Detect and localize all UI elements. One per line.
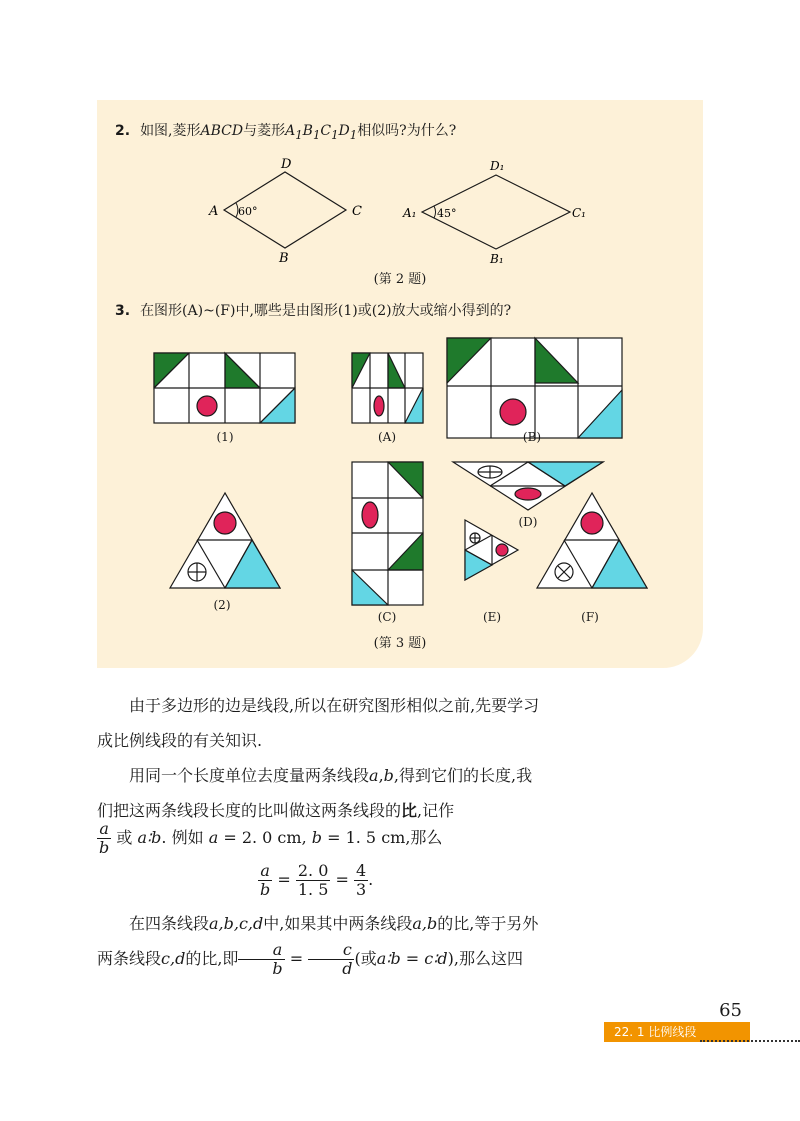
figure-1 bbox=[154, 353, 295, 423]
label-b1: B₁ bbox=[490, 252, 504, 266]
paragraph-4: 在四条线段a,b,c,d中,如果其中两条线段a,b的比,等于另外两条线段c,d的比,即 $\frac{a}{b}$ = $\frac{c}{d}$ (或a∶b = c∶d),那么这四 bbox=[97, 914, 539, 978]
label-figure-1: (1) bbox=[216, 430, 234, 444]
label-figure-e: (E) bbox=[482, 610, 502, 624]
red-circle bbox=[500, 399, 526, 425]
label-c: C bbox=[352, 204, 362, 219]
question-2-text: 2. 如图,菱形ABCD与菱形$A_1B_1C_1D_1$相似吗?为什么? bbox=[115, 123, 457, 142]
label-d1: D₁ bbox=[490, 159, 505, 173]
red-circle bbox=[496, 544, 508, 556]
question-2-caption: (第 2 题) bbox=[373, 272, 427, 287]
red-ellipse bbox=[362, 502, 378, 528]
angle-arc-a1 bbox=[434, 206, 435, 218]
label-figure-b: (B) bbox=[522, 430, 542, 444]
figure-2 bbox=[170, 493, 280, 588]
label-a: A bbox=[209, 204, 219, 219]
label-figure-c: (C) bbox=[377, 610, 397, 624]
rhombus-abcd-figure bbox=[200, 155, 586, 266]
paragraph-1: 由于多边形的边是线段,所以在研究图形相似之前,先要学习成比例线段的有关知识. bbox=[97, 696, 540, 750]
red-circle bbox=[581, 512, 603, 534]
ratio-equation: $\frac{a}{b}$ = $\frac{2. 0}{1. 5}$ = $\frac{4}{3}$ . bbox=[260, 861, 374, 899]
label-b: B bbox=[279, 251, 289, 266]
label-figure-d: (D) bbox=[518, 515, 538, 529]
question-3-caption: (第 3 题) bbox=[373, 636, 427, 651]
shapes-figure bbox=[140, 330, 620, 615]
figure-a bbox=[352, 353, 423, 423]
label-figure-f: (F) bbox=[581, 610, 599, 624]
figure-c bbox=[352, 462, 423, 605]
page-number: 65 bbox=[719, 1000, 742, 1021]
figure-e bbox=[465, 520, 518, 580]
label-d: D bbox=[281, 157, 292, 172]
red-ellipse bbox=[515, 488, 541, 500]
red-ellipse bbox=[374, 396, 384, 416]
section-label: 22. 1 比例线段 bbox=[604, 1022, 750, 1042]
paragraph-3: $\frac{a}{b}$ 或 a∶b. 例如 a = 2. 0 cm, b = 1. 5 cm,那么 bbox=[99, 819, 443, 857]
label-figure-a: (A) bbox=[377, 430, 397, 444]
red-circle bbox=[197, 396, 217, 416]
label-a1: A₁ bbox=[403, 206, 417, 220]
angle-60: 60° bbox=[238, 205, 258, 218]
red-circle bbox=[214, 512, 236, 534]
footer-dotted-line bbox=[700, 1040, 800, 1046]
angle-45: 45° bbox=[437, 207, 457, 220]
paragraph-2: 用同一个长度单位去度量两条线段a,b,得到它们的长度,我们把这两条线段长度的比叫做这两条线段的比,记作 bbox=[97, 766, 533, 820]
figure-d bbox=[453, 462, 603, 510]
label-figure-2: (2) bbox=[213, 598, 231, 612]
label-c1: C₁ bbox=[572, 206, 586, 220]
fraction-a-over-b: $\frac{a}{b}$ bbox=[99, 819, 110, 857]
term-ratio: 比 bbox=[401, 801, 418, 820]
question-3-text: 3. 在图形(A)~(F)中,哪些是由图形(1)或(2)放大或缩小得到的? bbox=[115, 303, 512, 319]
figure-b bbox=[447, 338, 622, 438]
